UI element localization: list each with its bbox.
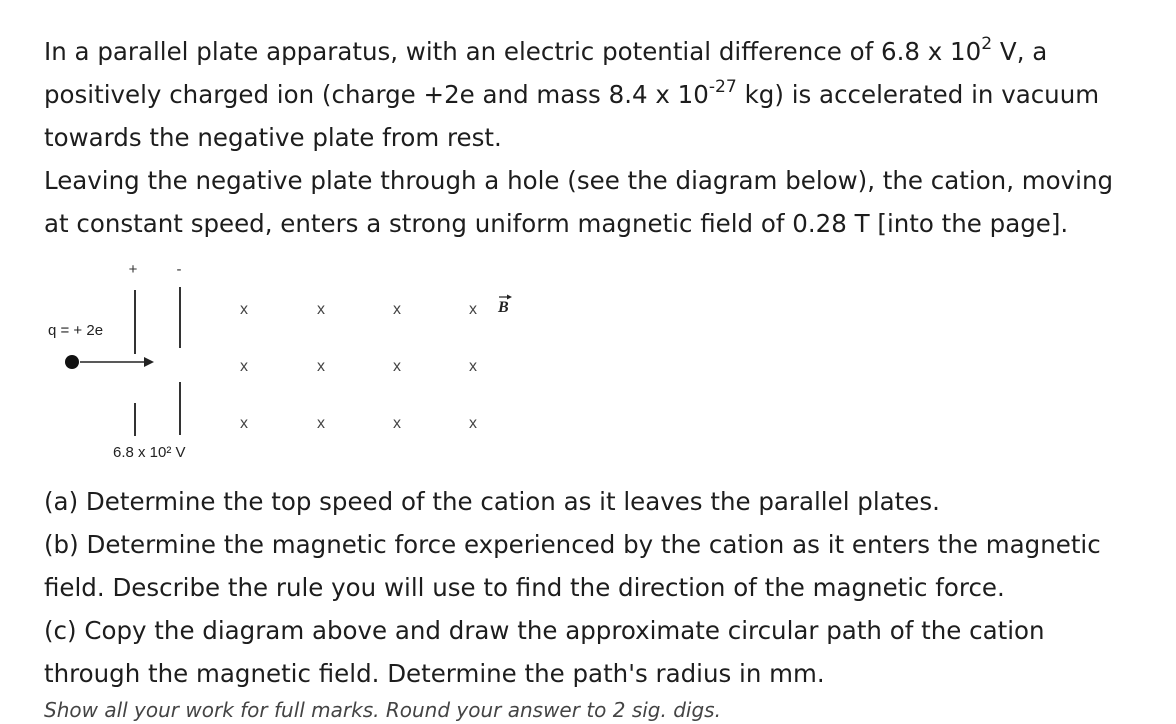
field-cross: x — [317, 415, 325, 432]
magnetic-field — [240, 301, 477, 432]
field-cross: x — [393, 301, 401, 318]
field-cross: x — [469, 415, 477, 432]
charge-label: q = + 2e — [48, 322, 104, 339]
field-cross: x — [393, 358, 401, 375]
field-cross: x — [240, 415, 248, 432]
field-cross: x — [393, 415, 401, 432]
velocity-arrowhead — [144, 357, 154, 367]
field-cross: x — [240, 358, 248, 375]
ion-dot — [65, 355, 79, 369]
voltage-label: 6.8 x 10² V — [113, 444, 186, 461]
question-paragraph-2: Leaving the negative plate through a hole (see the diagram below), the cation, moving at constant speed, enters a strong uniform magnetic field of 0.28 T [into the page]. — [44, 166, 1114, 238]
field-cross: x — [469, 301, 477, 318]
apparatus-diagram — [40, 252, 520, 467]
part-b: (b) Determine the magnetic force experienced by the cation as it enters the magnetic field. Describe the rule you will use to find the direction of the magnetic force. — [44, 530, 1101, 602]
question-parts — [44, 480, 1144, 695]
question-paragraph-1: In a parallel plate apparatus, with an electric potential difference of 6.8 x $10^2$ V, a positively charged ion (charge +2e and mass 8.4 x $10^{-27}$ kg) is accelerated in vacuum towards the negative plate from rest. — [44, 33, 1100, 152]
part-c: (c) Copy the diagram above and draw the approximate circular path of the cation through the magnetic field. Determine the path's radius in mm. — [44, 616, 1045, 688]
negative-plate-label: - — [176, 261, 182, 278]
field-label: B — [498, 299, 509, 316]
field-cross: x — [469, 358, 477, 375]
positive-plate-label: + — [128, 261, 138, 278]
field-cross: x — [240, 301, 248, 318]
instruction-note: Show all your work for full marks. Round your answer to 2 sig. digs. — [44, 698, 721, 722]
field-cross: x — [317, 358, 325, 375]
field-cross: x — [317, 301, 325, 318]
field-vector-arrowhead — [507, 295, 512, 300]
part-a: (a) Determine the top speed of the cation as it leaves the parallel plates. — [44, 487, 940, 516]
question-text — [44, 30, 1144, 245]
